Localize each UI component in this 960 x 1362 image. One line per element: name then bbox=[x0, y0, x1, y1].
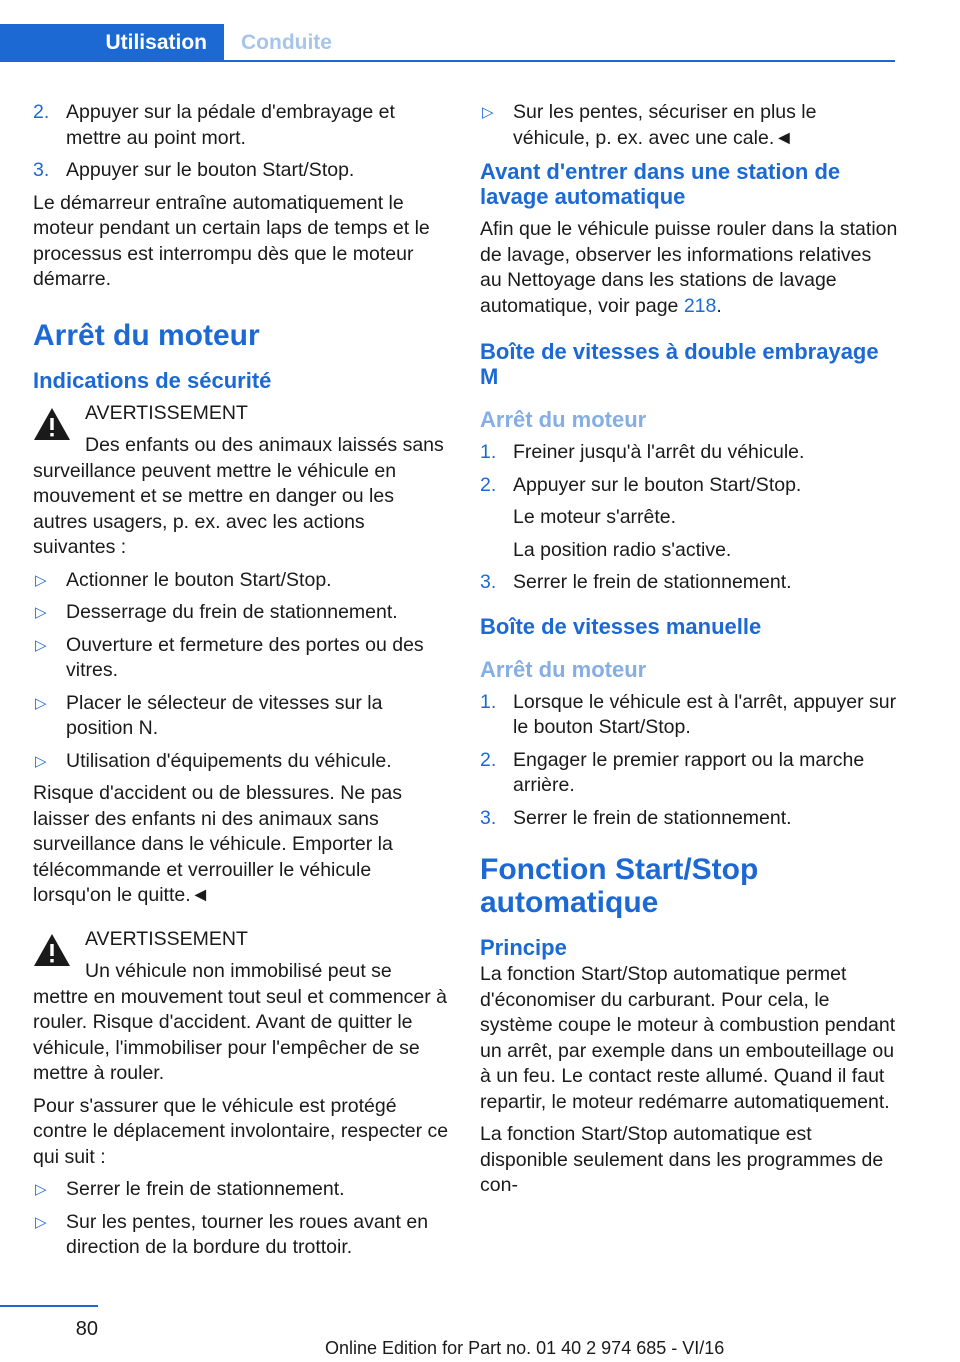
list-item bbox=[480, 100, 898, 151]
right-column bbox=[480, 100, 898, 1206]
warning-text: Des enfants ou des animaux laissés sans surveillance peuvent mettre le véhicule en mouvement et se mettre en danger ou les autres usagers, p. ex. avec les actions suivantes : bbox=[33, 434, 444, 558]
bullet-text: Desserrage du frein de stationnement. bbox=[66, 601, 398, 623]
bullet-text: Actionner le bouton Start/Stop. bbox=[66, 568, 332, 591]
list-item bbox=[33, 158, 450, 184]
list-item bbox=[480, 570, 898, 596]
subsection-heading: Principe bbox=[480, 935, 567, 960]
warning-block bbox=[33, 401, 450, 561]
triangle-bullet-icon: ▷ bbox=[35, 752, 47, 770]
step-text: Appuyer sur la pédale d'embrayage et mettre au point mort. bbox=[66, 101, 395, 149]
list-item bbox=[33, 568, 450, 594]
paragraph bbox=[480, 217, 898, 319]
list-item bbox=[33, 1177, 450, 1203]
page-header bbox=[0, 0, 960, 62]
bullet-text: Serrer le frein de stationnement. bbox=[66, 1178, 345, 1200]
step-result: Le moteur s'arrête. bbox=[513, 506, 677, 528]
step-number: 1. bbox=[480, 441, 497, 463]
triangle-bullet-icon: ▷ bbox=[482, 104, 494, 121]
section-heading: Fonction Start/Stop automatique bbox=[480, 853, 759, 919]
header-divider bbox=[0, 60, 895, 62]
warning-triangle-icon bbox=[33, 933, 71, 967]
warning-text: Un véhicule non immobilisé peut se mettre en mouvement tout seul et commencer à rouler. Risque d'accident. Avant de quitter le véhicule, l'immobiliser pour l'empêcher de se mettre à rouler. bbox=[33, 960, 448, 1084]
bullet-text: Placer le sélecteur de vitesses sur la position N. bbox=[66, 691, 383, 739]
step-number: 3. bbox=[480, 806, 497, 829]
subsection-heading: Indications de sécurité bbox=[33, 367, 272, 393]
step-text: Appuyer sur le bouton Start/Stop. bbox=[66, 159, 355, 181]
step-text: Lorsque le véhicule est à l'arrêt, appuyer sur le bouton Start/Stop. bbox=[513, 690, 897, 738]
bullet-text: Utilisation d'équipements du véhicule. bbox=[66, 749, 392, 772]
paragraph-end: . bbox=[716, 294, 722, 317]
bullet-text: Sur les pentes, sécuriser en plus le véhicule, p. ex. avec une cale.◄ bbox=[513, 101, 817, 149]
page-number: 80 bbox=[75, 1318, 98, 1340]
warning-title: AVERTISSEMENT bbox=[85, 927, 248, 950]
subsection-heading: Avant d'entrer dans une station de lavage automatique bbox=[480, 159, 841, 209]
paragraph: Pour s'assurer que le véhicule est protégé contre le déplacement involontaire, respecter ce qui suit : bbox=[33, 1094, 449, 1168]
bullet-text: Sur les pentes, tourner les roues avant en direction de la bordure du trottoir. bbox=[66, 1210, 429, 1258]
warning-title: AVERTISSEMENT bbox=[85, 401, 248, 424]
bullet-text: Ouverture et fermeture des portes ou des vitres. bbox=[66, 633, 424, 681]
triangle-bullet-icon: ▷ bbox=[35, 636, 47, 654]
subsection-heading: Boîte de vitesses manuelle bbox=[480, 613, 762, 639]
tab-utilisation[interactable]: Utilisation bbox=[0, 24, 224, 62]
triangle-bullet-icon: ▷ bbox=[35, 1213, 47, 1231]
warning-block bbox=[33, 927, 450, 1087]
list-item bbox=[33, 600, 450, 626]
step-text: Serrer le frein de stationnement. bbox=[513, 806, 792, 829]
list-item bbox=[480, 473, 898, 499]
step-number: 3. bbox=[33, 159, 50, 181]
footer-divider bbox=[0, 1305, 98, 1307]
paragraph-text: Afin que le véhicule puisse rouler dans la station de lavage, observer les informations relatives au Nettoyage dans les stations de lavage automatique, voir page bbox=[480, 218, 898, 317]
triangle-bullet-icon: ▷ bbox=[35, 604, 47, 621]
step-number: 2. bbox=[480, 748, 497, 771]
minor-heading: Arrêt du moteur bbox=[480, 407, 647, 432]
step-number: 3. bbox=[480, 571, 497, 593]
paragraph: La fonction Start/Stop automatique est disponible seulement dans les programmes de con- bbox=[480, 1123, 884, 1196]
list-item bbox=[480, 440, 898, 466]
minor-heading: Arrêt du moteur bbox=[480, 656, 647, 682]
list-item bbox=[480, 806, 898, 832]
step-text: Appuyer sur le bouton Start/Stop. bbox=[513, 473, 802, 496]
list-item bbox=[480, 690, 898, 741]
list-item bbox=[33, 1210, 450, 1261]
paragraph: La fonction Start/Stop automatique permet d'économiser du carburant. Pour cela, le système coupe le moteur à combustion pendant un arrêt, par exemple dans un embouteillage ou à un feu. Le contact reste allumé. Quand il faut repartir, le moteur redémarre automatiquement. bbox=[480, 963, 896, 1113]
warning-triangle-icon bbox=[33, 407, 71, 441]
page-reference-link[interactable]: 218 bbox=[683, 294, 717, 317]
list-item bbox=[33, 691, 450, 742]
subsection-heading: Boîte de vitesses à double embrayage M bbox=[480, 339, 879, 389]
step-number: 2. bbox=[33, 101, 50, 123]
step-result: La position radio s'active. bbox=[513, 538, 732, 561]
step-number: 1. bbox=[480, 690, 497, 713]
triangle-bullet-icon: ▷ bbox=[35, 571, 47, 589]
triangle-bullet-icon: ▷ bbox=[35, 1181, 47, 1198]
step-number: 2. bbox=[480, 473, 497, 496]
triangle-bullet-icon: ▷ bbox=[35, 694, 47, 712]
section-heading: Arrêt du moteur bbox=[33, 318, 260, 352]
list-item bbox=[33, 633, 450, 684]
paragraph: Risque d'accident ou de blessures. Ne pas laisser des enfants ni des animaux sans surveillance dans le véhicule. Emporter la télécommande et verrouiller le véhicule lorsqu'on le quitte.◄ bbox=[33, 782, 403, 906]
left-column bbox=[33, 100, 450, 1268]
tab-conduite[interactable]: Conduite bbox=[224, 24, 895, 62]
edition-footer: Online Edition for Part no. 01 40 2 974 685 - VI/16 bbox=[325, 1338, 725, 1358]
list-item bbox=[480, 748, 898, 799]
step-text: Freiner jusqu'à l'arrêt du véhicule. bbox=[513, 441, 805, 463]
list-item bbox=[33, 100, 450, 151]
step-text: Engager le premier rapport ou la marche arrière. bbox=[513, 748, 865, 796]
step-text: Serrer le frein de stationnement. bbox=[513, 571, 792, 593]
list-item bbox=[33, 749, 450, 775]
paragraph: Le démarreur entraîne automatiquement le moteur pendant un certain laps de temps et le processus est interrompu dès que le moteur démarre. bbox=[33, 191, 430, 290]
